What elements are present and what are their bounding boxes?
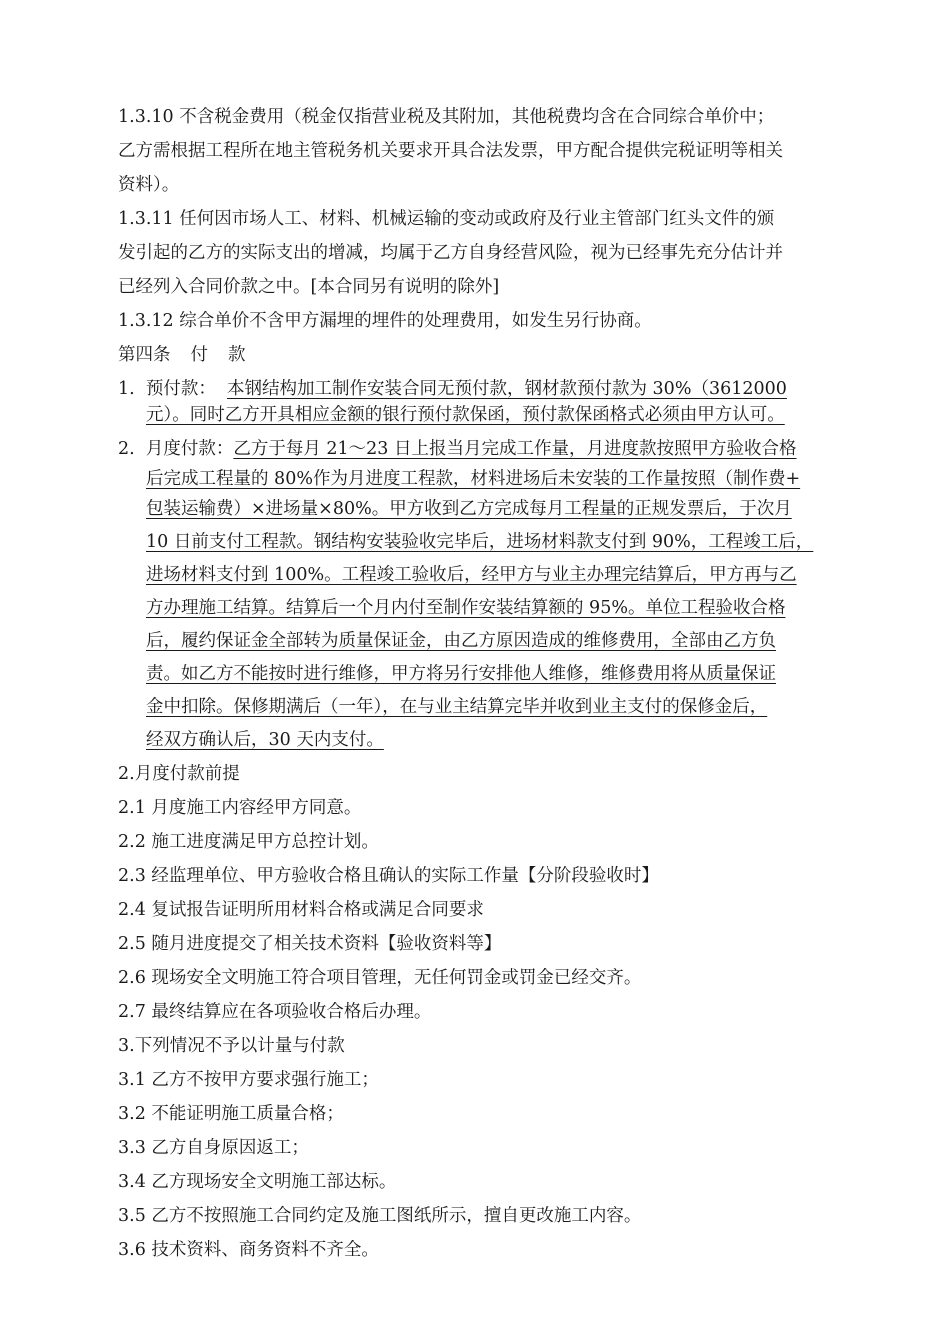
section-2-item-7: 2.7 最终结算应在各项验收合格后办理。 [118, 1002, 432, 1022]
clause-1-3-11-line-1: 1.3.11 任何因市场人工、材料、机械运输的变动或政府及行业主管部门红头文件的颁 [118, 209, 775, 229]
item-2-line-4 [146, 530, 813, 554]
section-3-item-5: 3.5 乙方不按照施工合同约定及施工图纸所示，擅自更改施工内容。 [118, 1206, 642, 1226]
section-2-item-4: 2.4 复试报告证明所用材料合格或满足合同要求 [118, 900, 484, 920]
section-2-item-2: 2.2 施工进度满足甲方总控计划。 [118, 832, 379, 852]
section-3-item-6: 3.6 技术资料、商务资料不齐全。 [118, 1240, 379, 1260]
clause-1-3-11-line-3: 已经列入合同价款之中。[本合同另有说明的除外] [118, 277, 500, 297]
section-3-item-2: 3.2 不能证明施工质量合格； [118, 1104, 344, 1124]
item-2-line-9 [146, 695, 767, 719]
section-2-item-6: 2.6 现场安全文明施工符合项目管理，无任何罚金或罚金已经交齐。 [118, 968, 642, 988]
item-2-text-2: 后完成工程量的 80%作为月进度工程款，材料进场后未安装的工作量按照（制作费+ [146, 469, 801, 489]
item-2-line-7 [146, 629, 776, 653]
section-2-item-1: 2.1 月度施工内容经甲方同意。 [118, 798, 362, 818]
item-2-text-7: 后，履约保证金全部转为质量保证金，由乙方原因造成的维修费用，全部由乙方负 [146, 631, 776, 651]
item-2-text-1: 乙方于每月 21～23 日上报当月完成工作量，月进度款按照甲方验收合格 [233, 439, 797, 459]
item-2-text-4: 10 日前支付工程款。钢结构安装验收完毕后，进场材料款支付到 90%，工程竣工后， [146, 532, 814, 552]
item-2-text-3: 包装运输费）×进场量×80%。甲方收到乙方完成每月工程量的正规发票后，于次月 [146, 499, 792, 519]
item-2-line-1 [118, 437, 797, 461]
article-4-title-char-2: 款 [228, 345, 246, 365]
item-2-line-5 [146, 563, 797, 587]
item-1-line-2 [146, 403, 785, 427]
item-2-text-5: 进场材料支付到 100%。工程竣工验收后，经甲方与业主办理完结算后，甲方再与乙 [146, 565, 797, 585]
article-4-heading [118, 343, 246, 367]
section-2-title: 2.月度付款前提 [118, 764, 240, 784]
item-2-text-9: 金中扣除。保修期满后（一年），在与业主结算完毕并收到业主支付的保修金后， [146, 697, 768, 717]
section-3-item-3: 3.3 乙方自身原因返工； [118, 1138, 309, 1158]
item-1-text-2: 元）。同时乙方开具相应金额的银行预付款保函，预付款保函格式必须由甲方认可。 [146, 405, 785, 425]
section-2-item-5: 2.5 随月进度提交了相关技术资料【验收资料等】 [118, 934, 502, 954]
clause-1-3-10-line-1: 1.3.10 不含税金费用（税金仅指营业税及其附加，其他税费均含在合同综合单价中； [118, 107, 775, 127]
article-4-title-char-1: 付 [190, 345, 208, 365]
section-3-title: 3.下列情况不予以计量与付款 [118, 1036, 345, 1056]
item-1-label: 预付款： [145, 379, 216, 399]
item-2-line-2 [146, 467, 800, 491]
item-2-line-10 [146, 728, 384, 752]
clause-1-3-11-line-2: 发引起的乙方的实际支出的增减，均属于乙方自身经营风险，视为已经事先充分估计并 [118, 243, 783, 263]
item-2-label: 月度付款： [145, 439, 234, 459]
item-2-line-6 [146, 596, 785, 620]
clause-1-3-12: 1.3.12 综合单价不含甲方漏埋的埋件的处理费用，如发生另行协商。 [118, 311, 652, 331]
item-1-line-1 [118, 377, 787, 401]
section-3-item-1: 3.1 乙方不按甲方要求强行施工； [118, 1070, 379, 1090]
article-4-number: 第四条 [118, 345, 171, 365]
section-2-item-3: 2.3 经监理单位、甲方验收合格且确认的实际工作量【分阶段验收时】 [118, 866, 659, 886]
item-2-text-6: 方办理施工结算。结算后一个月内付至制作安装结算额的 95%。单位工程验收合格 [146, 598, 786, 618]
section-3-item-4: 3.4 乙方现场安全文明施工部达标。 [118, 1172, 397, 1192]
item-2-number: 2. [118, 439, 135, 459]
item-2-line-3 [146, 497, 792, 521]
item-2-text-10: 经双方确认后，30 天内支付。 [146, 730, 384, 750]
clause-1-3-10-line-3: 资料）。 [118, 175, 180, 195]
clause-1-3-10-line-2: 乙方需根据工程所在地主管税务机关要求开具合法发票，甲方配合提供完税证明等相关 [118, 141, 783, 161]
item-2-text-8: 责。如乙方不能按时进行维修，甲方将另行安排他人维修，维修费用将从质量保证 [146, 664, 776, 684]
item-2-line-8 [146, 662, 776, 686]
item-1-text-1: 本钢结构加工制作安装合同无预付款，钢材款预付款为 30%（3612000 [226, 379, 787, 399]
item-1-number: 1. [118, 379, 135, 399]
